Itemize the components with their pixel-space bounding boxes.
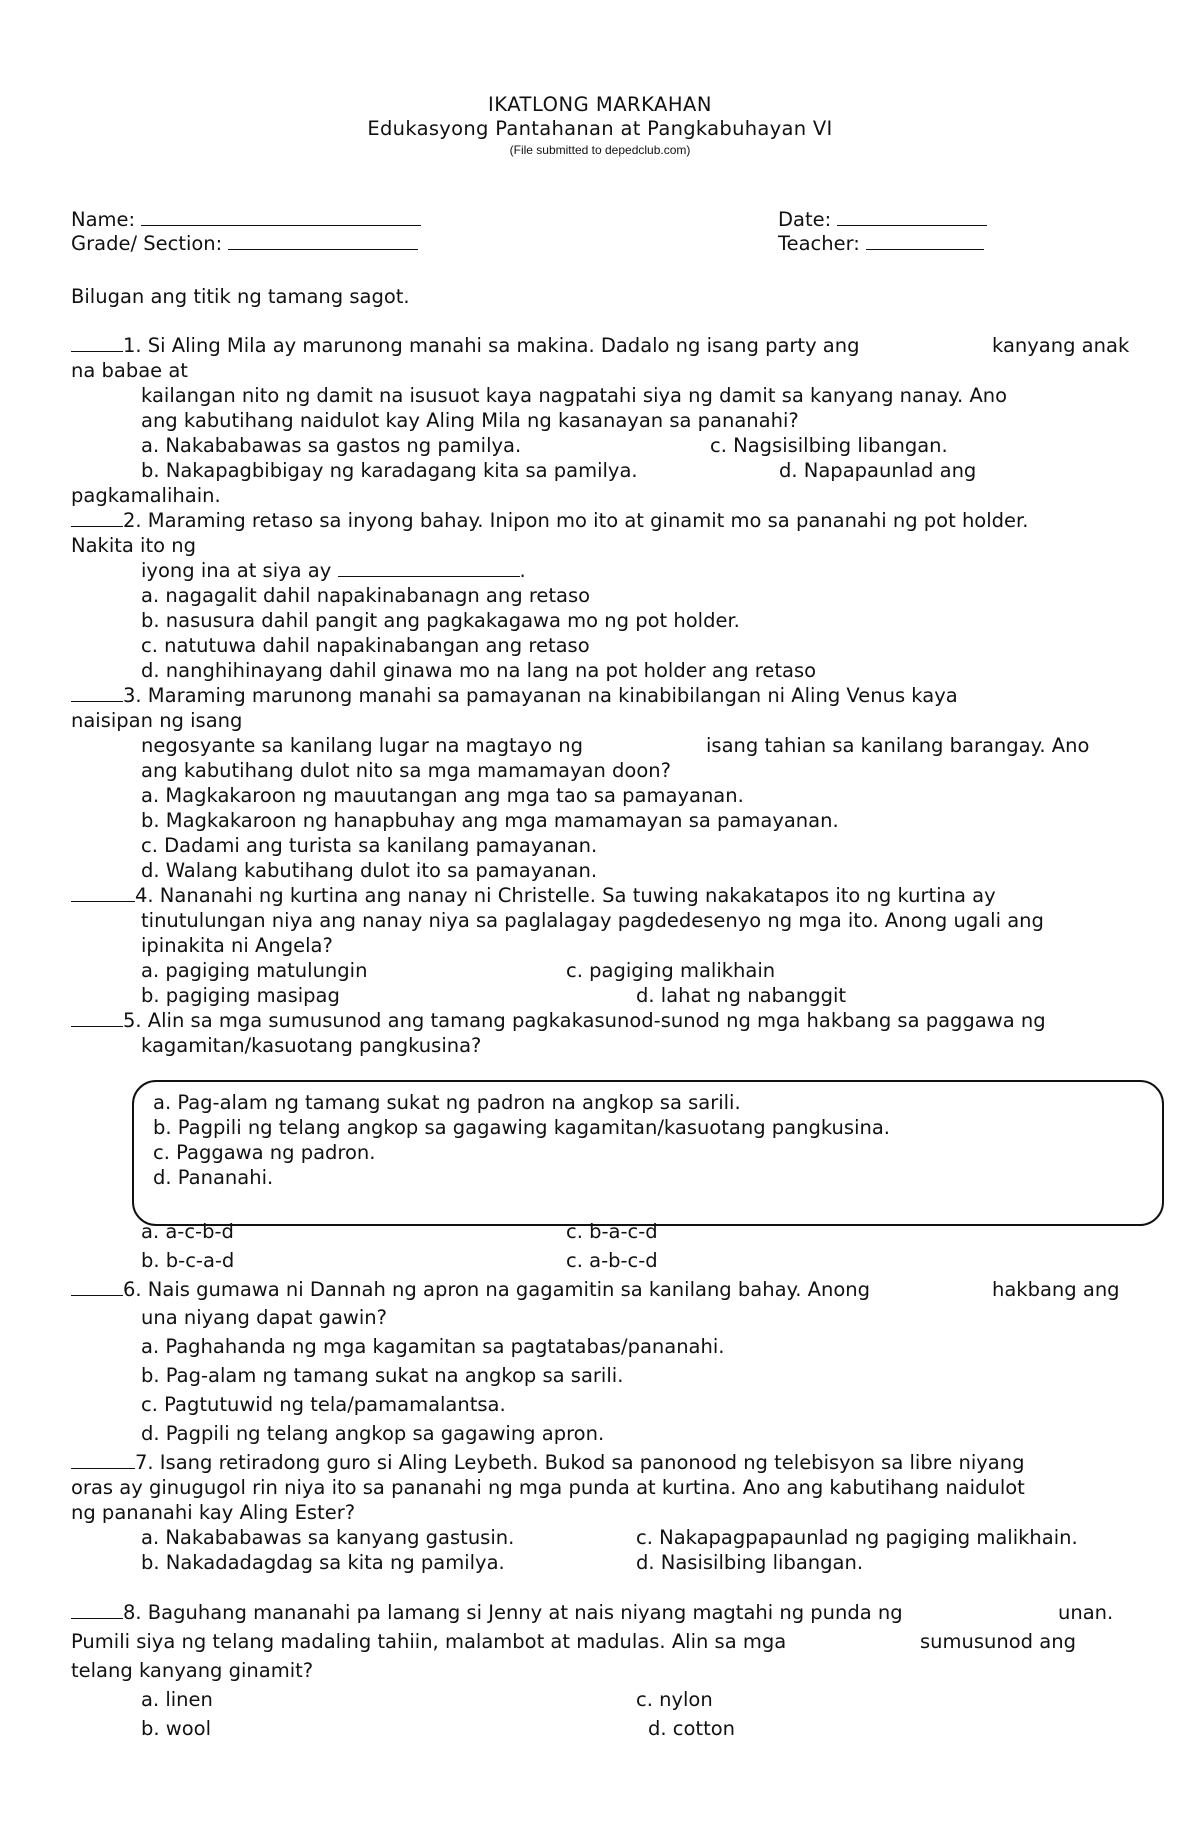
question-4-line-2: tinutulungan niya ang nanay niya sa paglalagay pagdedesenyo ng mga ito. Anong ugali ang: [141, 909, 1044, 932]
question-8-line-1: 8. Baguhang mananahi pa lamang si Jenny at nais niyang magtahi ng punda ng: [71, 1601, 903, 1625]
step-b: b. Pagpili ng telang angkop sa gagawing kagamitan/kasuotang pangkusina.: [153, 1116, 890, 1139]
question-5-choice-d: c. a-b-c-d: [566, 1249, 658, 1272]
question-8-line-3: telang kanyang ginamit?: [71, 1659, 314, 1682]
answer-blank-5[interactable]: [71, 1009, 123, 1027]
question-7-choice-c: c. Nakapagpapaunlad ng pagiging malikhain.: [636, 1526, 1078, 1549]
question-8-choice-c: c. nylon: [636, 1688, 713, 1711]
question-1-choice-c: c. Nagsisilbing libangan.: [710, 434, 948, 457]
page-subtitle: Edukasyong Pantahanan at Pangkabuhayan VI: [367, 117, 833, 140]
step-c: c. Paggawa ng padron.: [153, 1141, 376, 1164]
question-8-line-2b: sumusunod ang: [920, 1630, 1076, 1653]
question-4-choice-a: a. pagiging matulungin: [141, 959, 368, 982]
question-3-choice-c: c. Dadami ang turista sa kanilang pamayanan.: [141, 834, 598, 857]
grade-section-blank[interactable]: [228, 232, 418, 250]
answer-blank-8[interactable]: [71, 1601, 123, 1619]
question-6-line-1: 6. Nais gumawa ni Dannah ng apron na gagamitin sa kanilang bahay. Anong: [71, 1278, 870, 1302]
answer-blank-4[interactable]: [71, 884, 135, 902]
date-blank[interactable]: [837, 208, 987, 226]
question-5-choice-b: b. b-c-a-d: [141, 1249, 235, 1272]
question-8-choice-b: b. wool: [141, 1717, 212, 1740]
answer-blank-7[interactable]: [71, 1451, 135, 1469]
teacher-field[interactable]: [778, 232, 984, 256]
question-3-choice-a: a. Magkakaroon ng mauutangan ang mga tao sa pamayanan.: [141, 784, 744, 807]
question-1-line-2: na babae at: [71, 359, 188, 382]
answer-blank-3[interactable]: [71, 684, 123, 702]
question-7-line-3: ng pananahi kay Aling Ester?: [71, 1501, 356, 1524]
question-4-line-3: ipinakita ni Angela?: [141, 934, 333, 957]
question-1-choice-d: d. Napapaunlad ang: [779, 459, 977, 482]
question-7-choice-a: a. Nakababawas sa kanyang gastusin.: [141, 1526, 515, 1549]
instruction: Bilugan ang titik ng tamang sagot.: [71, 285, 410, 308]
question-3-line-3b: isang tahian sa kanilang barangay. Ano: [706, 734, 1090, 757]
question-8-line-2a: Pumili siya ng telang madaling tahiin, malambot at madulas. Alin sa mga: [71, 1630, 787, 1653]
name-field[interactable]: [71, 208, 421, 232]
question-2-line-2: Nakita ito ng: [71, 534, 196, 557]
submission-note: (File submitted to depedclub.com): [509, 143, 691, 157]
date-label: Date:: [778, 208, 832, 231]
question-3-choice-d: d. Walang kabutihang dulot ito sa pamayanan.: [141, 859, 598, 882]
question-2-line-3: iyong ina at siya ay .: [141, 559, 526, 582]
question-4-choice-b: b. pagiging masipag: [141, 984, 340, 1007]
step-d: d. Pananahi.: [153, 1166, 274, 1189]
question-1-line-1b: kanyang anak: [992, 334, 1130, 357]
question-5-line-1: 5. Alin sa mga sumusunod ang tamang pagkakasunod-sunod ng mga hakbang sa paggawa ng: [71, 1009, 1046, 1033]
question-4-choice-d: d. lahat ng nabanggit: [636, 984, 847, 1007]
question-6-line-1b: hakbang ang: [992, 1278, 1120, 1301]
answer-blank-1[interactable]: [71, 334, 123, 352]
question-2-line-1: 2. Maraming retaso sa inyong bahay. Inipon mo ito at ginamit mo sa pananahi ng pot holder.: [71, 509, 1028, 533]
question-1-choice-d-cont: pagkamalihain.: [71, 484, 221, 507]
question-3-line-2: naisipan ng isang: [71, 709, 243, 732]
question-7-choice-d: d. Nasisilbing libangan.: [636, 1551, 864, 1574]
question-8-line-1b: unan.: [1058, 1601, 1114, 1624]
question-5-choice-c: c. b-a-c-d: [566, 1220, 658, 1243]
question-6-choice-a: a. Paghahanda ng mga kagamitan sa pagtatabas/pananahi.: [141, 1335, 725, 1358]
question-6-line-2: una niyang dapat gawin?: [141, 1306, 387, 1329]
question-1-choice-b: b. Nakapagbibigay ng karadagang kita sa pamilya.: [141, 459, 638, 482]
question-5-choice-a: a. a-c-b-d: [141, 1220, 234, 1243]
question-7-line-2: oras ay ginugugol rin niya ito sa pananahi ng mga punda at kurtina. Ano ang kabutihang naidulot: [71, 1476, 1025, 1499]
name-label: Name:: [71, 208, 136, 231]
answer-blank-6[interactable]: [71, 1278, 123, 1296]
question-1-line-3: kailangan nito ng damit na isusuot kaya nagpatahi siya ng damit sa kanyang nanay. Ano: [141, 384, 1008, 407]
teacher-label: Teacher:: [778, 232, 860, 255]
page-title: IKATLONG MARKAHAN: [488, 93, 712, 116]
date-field[interactable]: [778, 208, 987, 232]
answer-blank-2[interactable]: [71, 509, 123, 527]
question-3-line-4: ang kabutihang dulot nito sa mga mamamayan doon?: [141, 759, 671, 782]
step-a: a. Pag-alam ng tamang sukat ng padron na angkop sa sarili.: [153, 1091, 741, 1114]
question-1-line-1: 1. Si Aling Mila ay marunong manahi sa makina. Dadalo ng isang party ang: [71, 334, 860, 358]
question-7-choice-b: b. Nakadadagdag sa kita ng pamilya.: [141, 1551, 505, 1574]
question-4-choice-c: c. pagiging malikhain: [566, 959, 776, 982]
question-6-choice-c: c. Pagtutuwid ng tela/pamamalantsa.: [141, 1393, 506, 1416]
question-3-choice-b: b. Magkakaroon ng hanapbuhay ang mga mamamayan sa pamayanan.: [141, 809, 839, 832]
fill-blank[interactable]: [338, 559, 520, 577]
question-6-choice-b: b. Pag-alam ng tamang sukat na angkop sa sarili.: [141, 1364, 624, 1387]
question-2-choice-b: b. nasusura dahil pangit ang pagkakagawa mo ng pot holder.: [141, 609, 740, 632]
grade-section-field[interactable]: [71, 232, 418, 256]
question-6-choice-d: d. Pagpili ng telang angkop sa gagawing apron.: [141, 1422, 605, 1445]
question-3-line-1: 3. Maraming marunong manahi sa pamayanan na kinabibilangan ni Aling Venus kaya: [71, 684, 958, 708]
question-1-choice-a: a. Nakababawas sa gastos ng pamilya.: [141, 434, 522, 457]
question-2-choice-a: a. nagagalit dahil napakinabanagn ang retaso: [141, 584, 591, 607]
question-4-line-1: 4. Nananahi ng kurtina ang nanay ni Christelle. Sa tuwing nakakatapos ito ng kurtina ay: [71, 884, 996, 908]
grade-section-label: Grade/ Section:: [71, 232, 223, 255]
teacher-blank[interactable]: [866, 232, 984, 250]
question-2-choice-c: c. natutuwa dahil napakinabangan ang retaso: [141, 634, 590, 657]
question-8-choice-d: d. cotton: [648, 1717, 736, 1740]
question-3-line-3a: negosyante sa kanilang lugar na magtayo ng: [141, 734, 583, 757]
question-2-choice-d: d. nanghihinayang dahil ginawa mo na lang na pot holder ang retaso: [141, 659, 817, 682]
question-8-choice-a: a. linen: [141, 1688, 213, 1711]
question-1-line-4: ang kabutihang naidulot kay Aling Mila ng kasanayan sa pananahi?: [141, 409, 799, 432]
question-5-line-2: kagamitan/kasuotang pangkusina?: [141, 1034, 482, 1057]
header: [0, 93, 1200, 159]
name-blank[interactable]: [141, 208, 421, 226]
question-7-line-1: 7. Isang retiradong guro si Aling Leybeth. Bukod sa panonood ng telebisyon sa libre niyang: [71, 1451, 1024, 1475]
